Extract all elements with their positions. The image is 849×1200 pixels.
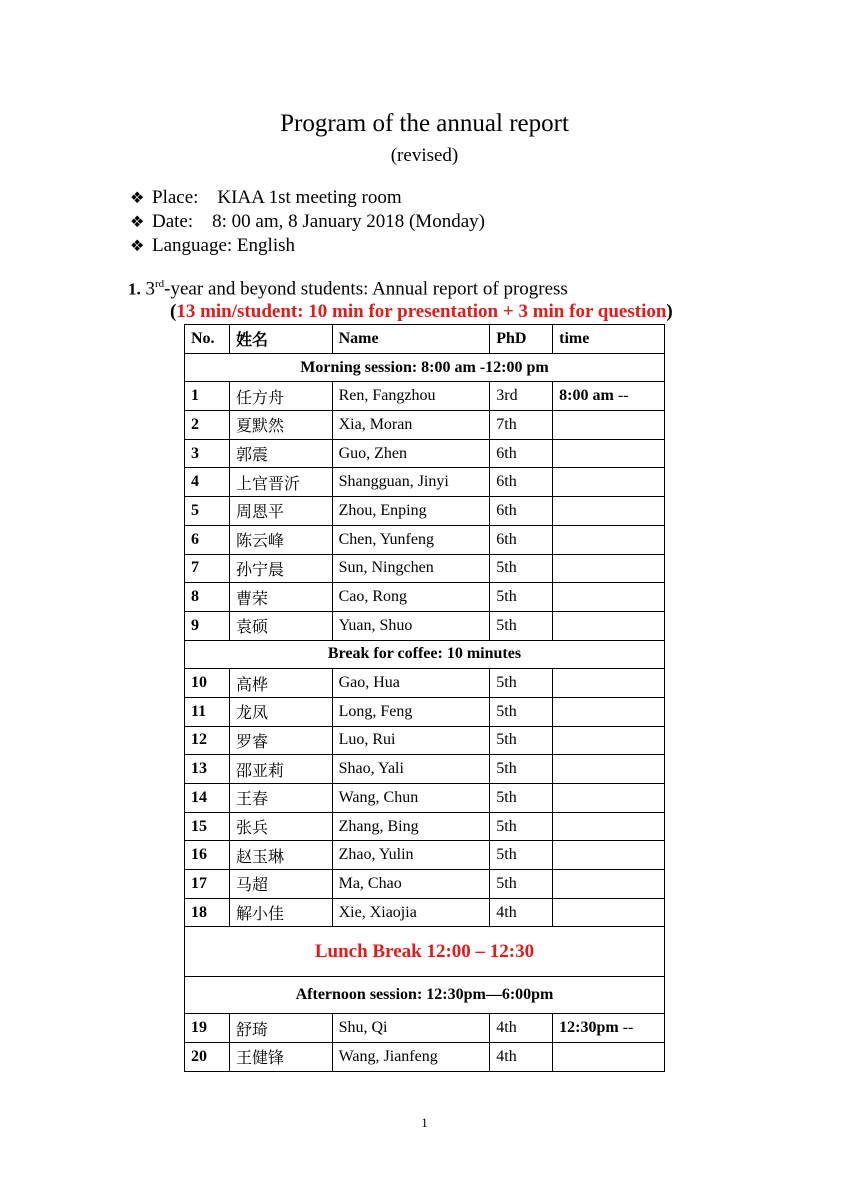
page-number: 1 — [421, 1115, 428, 1130]
page-title: Program of the annual report — [280, 110, 569, 137]
cell-name: Ma, Chao — [332, 870, 490, 899]
cell-no: 1 — [185, 382, 230, 411]
cell-chinese-name: 赵玉琳 — [229, 841, 332, 870]
table-row — [185, 382, 665, 411]
cell-no: 9 — [185, 611, 230, 640]
cell-time — [553, 784, 665, 813]
cell-phd: 5th — [490, 726, 553, 755]
section-ordinal: 3 — [145, 278, 155, 300]
page-subtitle: (revised) — [390, 145, 459, 166]
cell-phd: 5th — [490, 784, 553, 813]
cell-phd: 5th — [490, 554, 553, 583]
info-language-text: Language: English — [152, 235, 295, 256]
cell-name: Wang, Jianfeng — [332, 1043, 490, 1072]
cell-name: Shu, Qi — [332, 1014, 490, 1043]
info-place-text: Place: KIAA 1st meeting room — [152, 187, 402, 208]
cell-time — [553, 611, 665, 640]
cell-no: 8 — [185, 583, 230, 612]
table-header-row — [185, 325, 665, 354]
cell-no: 2 — [185, 411, 230, 440]
info-place — [130, 186, 485, 210]
cell-chinese-name: 张兵 — [229, 812, 332, 841]
cell-time — [553, 468, 665, 497]
cell-chinese-name: 王健锋 — [229, 1043, 332, 1072]
cell-name: Xie, Xiaojia — [332, 898, 490, 927]
cell-name: Long, Feng — [332, 697, 490, 726]
cell-chinese-name: 曹荣 — [229, 583, 332, 612]
cell-name: Wang, Chun — [332, 784, 490, 813]
table-row — [185, 468, 665, 497]
cell-name: Zhang, Bing — [332, 812, 490, 841]
cell-chinese-name: 解小佳 — [229, 898, 332, 927]
cell-chinese-name: 郭震 — [229, 439, 332, 468]
event-info-list — [130, 186, 485, 258]
header-chinese-name: 姓名 — [229, 325, 332, 354]
cell-no: 16 — [185, 841, 230, 870]
cell-no: 3 — [185, 439, 230, 468]
cell-no: 19 — [185, 1014, 230, 1043]
cell-name: Zhao, Yulin — [332, 841, 490, 870]
cell-chinese-name: 上官晋沂 — [229, 468, 332, 497]
cell-time — [553, 841, 665, 870]
rule-paren-close: ) — [666, 301, 673, 322]
cell-name: Chen, Yunfeng — [332, 525, 490, 554]
table-row — [185, 726, 665, 755]
cell-time-start: 12:30pm — [559, 1019, 619, 1037]
cell-phd: 5th — [490, 669, 553, 698]
cell-chinese-name: 高桦 — [229, 669, 332, 698]
cell-name: Xia, Moran — [332, 411, 490, 440]
cell-phd: 6th — [490, 439, 553, 468]
cell-time — [553, 439, 665, 468]
header-time: time — [553, 325, 665, 354]
header-name: Name — [332, 325, 490, 354]
cell-no: 13 — [185, 755, 230, 784]
table-row — [185, 525, 665, 554]
cell-no: 10 — [185, 669, 230, 698]
cell-no: 12 — [185, 726, 230, 755]
table-row — [185, 1043, 665, 1072]
info-language — [130, 234, 485, 258]
cell-chinese-name: 舒琦 — [229, 1014, 332, 1043]
table-row — [185, 784, 665, 813]
cell-chinese-name: 任方舟 — [229, 382, 332, 411]
cell-time — [553, 497, 665, 526]
header-phd: PhD — [490, 325, 553, 354]
cell-phd: 4th — [490, 1014, 553, 1043]
cell-no: 6 — [185, 525, 230, 554]
cell-no: 17 — [185, 870, 230, 899]
cell-chinese-name: 孙宁晨 — [229, 554, 332, 583]
table-row — [185, 697, 665, 726]
cell-phd: 7th — [490, 411, 553, 440]
header-no: No. — [185, 325, 230, 354]
cell-name: Yuan, Shuo — [332, 611, 490, 640]
table-row — [185, 812, 665, 841]
section-number: 1. — [128, 279, 141, 299]
morning-session-row — [185, 353, 665, 382]
rule-text: 13 min/student: 10 min for presentation + 3 min for question — [176, 301, 667, 322]
cell-time — [553, 812, 665, 841]
cell-chinese-name: 龙凤 — [229, 697, 332, 726]
cell-time-start: 8:00 am — [559, 387, 614, 405]
cell-no: 4 — [185, 468, 230, 497]
cell-phd: 4th — [490, 1043, 553, 1072]
time-rule — [170, 301, 673, 323]
cell-phd: 3rd — [490, 382, 553, 411]
table-row — [185, 611, 665, 640]
cell-chinese-name: 邵亚莉 — [229, 755, 332, 784]
cell-time — [553, 898, 665, 927]
section-ordinal-suffix: rd — [155, 278, 165, 290]
cell-name: Cao, Rong — [332, 583, 490, 612]
lunch-break-row — [185, 927, 665, 977]
cell-no: 11 — [185, 697, 230, 726]
cell-time — [553, 554, 665, 583]
program-table — [184, 324, 665, 1072]
cell-phd: 5th — [490, 841, 553, 870]
cell-no: 18 — [185, 898, 230, 927]
cell-time — [553, 1043, 665, 1072]
cell-name: Shangguan, Jinyi — [332, 468, 490, 497]
cell-name: Ren, Fangzhou — [332, 382, 490, 411]
cell-phd: 5th — [490, 611, 553, 640]
cell-chinese-name: 陈云峰 — [229, 525, 332, 554]
cell-time — [553, 726, 665, 755]
cell-chinese-name: 罗睿 — [229, 726, 332, 755]
cell-phd: 5th — [490, 697, 553, 726]
cell-time — [553, 1014, 665, 1043]
cell-chinese-name: 袁硕 — [229, 611, 332, 640]
cell-phd: 6th — [490, 525, 553, 554]
info-date-text: Date: 8: 00 am, 8 January 2018 (Monday) — [152, 211, 485, 232]
cell-name: Guo, Zhen — [332, 439, 490, 468]
table-row — [185, 669, 665, 698]
table-row — [185, 439, 665, 468]
cell-phd: 5th — [490, 870, 553, 899]
cell-time-dash: -- — [613, 387, 629, 405]
morning-session-label: Morning session: 8:00 am -12:00 pm — [185, 353, 665, 382]
rule-paren-open: ( — [170, 301, 177, 322]
table-row — [185, 497, 665, 526]
cell-no: 20 — [185, 1043, 230, 1072]
table-row — [185, 870, 665, 899]
cell-name: Sun, Ningchen — [332, 554, 490, 583]
cell-time — [553, 525, 665, 554]
cell-phd: 6th — [490, 497, 553, 526]
cell-no: 15 — [185, 812, 230, 841]
diamond-bullet-icon: ❖ — [130, 214, 145, 231]
cell-time — [553, 583, 665, 612]
lunch-break-label: Lunch Break 12:00 – 12:30 — [185, 927, 665, 977]
cell-name: Zhou, Enping — [332, 497, 490, 526]
table-row — [185, 583, 665, 612]
cell-no: 14 — [185, 784, 230, 813]
cell-phd: 6th — [490, 468, 553, 497]
table-row — [185, 1014, 665, 1043]
cell-no: 5 — [185, 497, 230, 526]
coffee-break-row — [185, 640, 665, 669]
coffee-break-label: Break for coffee: 10 minutes — [185, 640, 665, 669]
cell-chinese-name: 王春 — [229, 784, 332, 813]
table-row — [185, 841, 665, 870]
afternoon-session-row — [185, 977, 665, 1014]
afternoon-session-label: Afternoon session: 12:30pm—6:00pm — [185, 977, 665, 1014]
cell-chinese-name: 夏默然 — [229, 411, 332, 440]
cell-phd: 5th — [490, 755, 553, 784]
cell-phd: 5th — [490, 583, 553, 612]
table-row — [185, 554, 665, 583]
cell-no: 7 — [185, 554, 230, 583]
diamond-bullet-icon: ❖ — [130, 238, 145, 255]
table-row — [185, 898, 665, 927]
diamond-bullet-icon: ❖ — [130, 190, 145, 207]
cell-chinese-name: 周恩平 — [229, 497, 332, 526]
cell-phd: 5th — [490, 812, 553, 841]
cell-time-dash: -- — [618, 1019, 634, 1037]
cell-name: Gao, Hua — [332, 669, 490, 698]
section-title: -year and beyond students: Annual report of progress — [164, 278, 568, 300]
cell-time — [553, 697, 665, 726]
cell-time — [553, 755, 665, 784]
cell-time — [553, 669, 665, 698]
cell-time — [553, 382, 665, 411]
section-heading — [128, 278, 568, 300]
cell-time — [553, 411, 665, 440]
cell-name: Luo, Rui — [332, 726, 490, 755]
cell-chinese-name: 马超 — [229, 870, 332, 899]
table-row — [185, 755, 665, 784]
cell-time — [553, 870, 665, 899]
cell-name: Shao, Yali — [332, 755, 490, 784]
table-row — [185, 411, 665, 440]
cell-phd: 4th — [490, 898, 553, 927]
info-date — [130, 210, 485, 234]
